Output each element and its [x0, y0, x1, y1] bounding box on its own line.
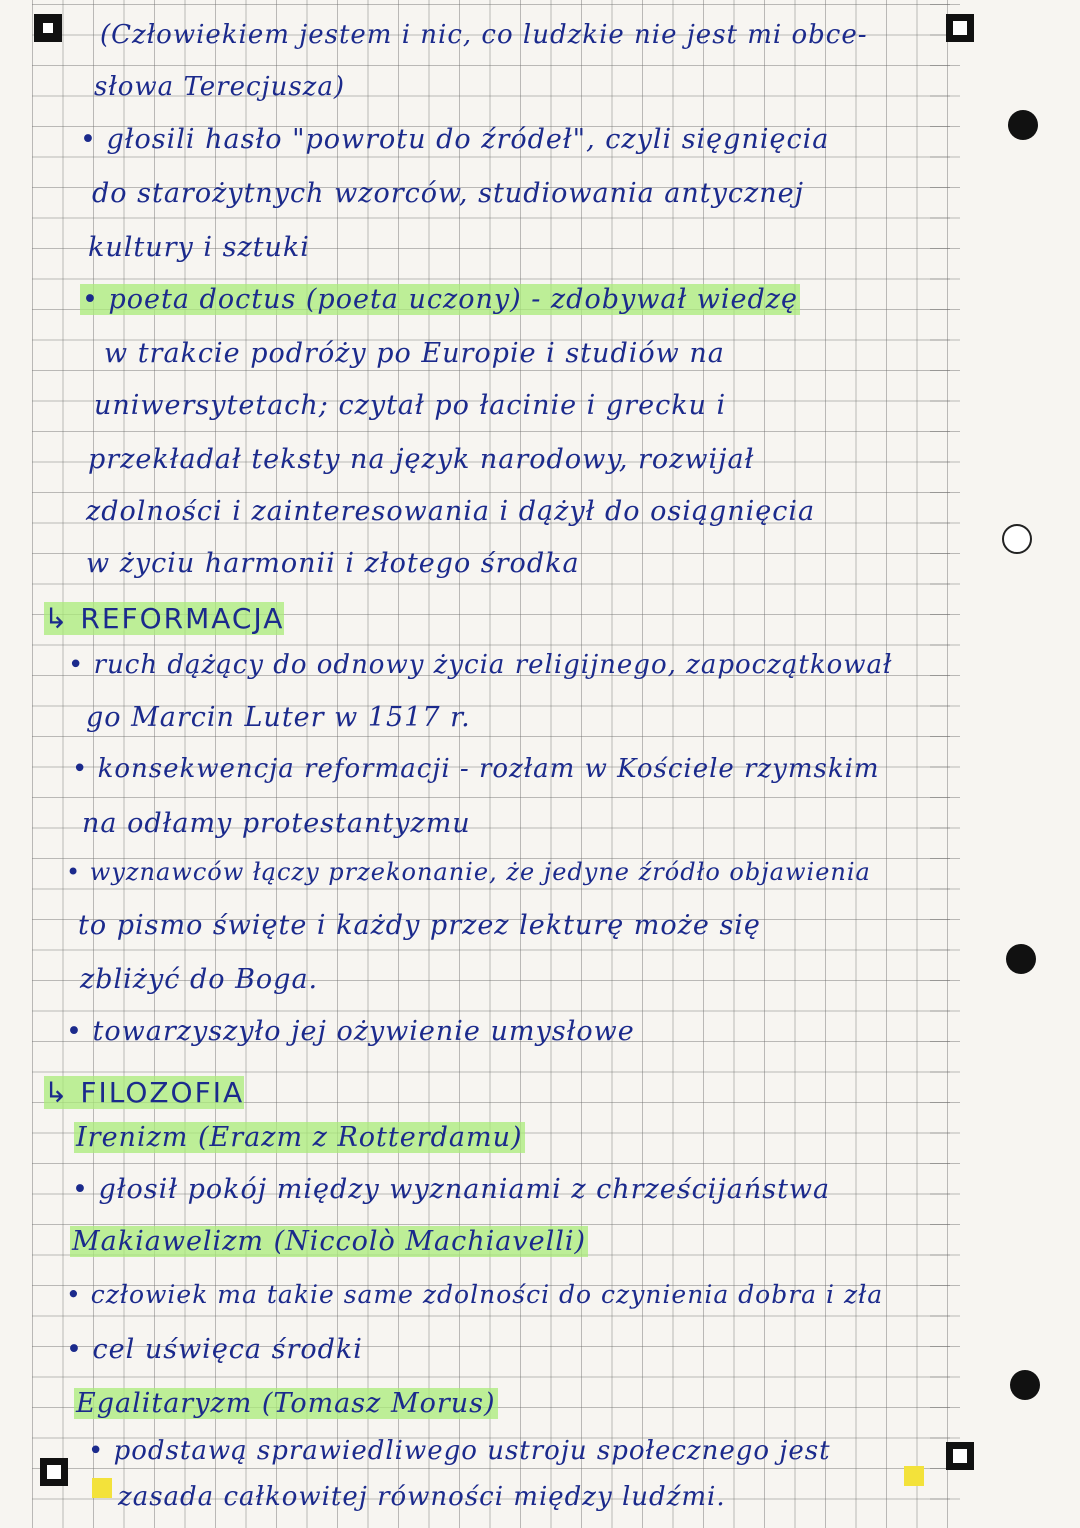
note-line: w życiu harmonii i złotego środka: [86, 548, 580, 579]
note-line: • podstawą sprawiedliwego ustroju społecznego jest: [88, 1436, 831, 1466]
note-line: uniwersytetach; czytał po łacinie i grecku i: [94, 390, 727, 421]
note-line-highlighted: [80, 284, 800, 315]
note-line: kultury i sztuki: [88, 232, 310, 263]
note-line-highlighted: [74, 1122, 525, 1153]
section-heading-reformacja: ↳ REFORMACJA: [44, 602, 285, 635]
note-line: zdolności i zainteresowania i dążył do osiągnięcia: [86, 496, 816, 527]
note-line: słowa Terecjusza): [94, 72, 346, 102]
note-line: przekładał teksty na język narodowy, rozwijał: [88, 444, 755, 475]
note-line: • konsekwencja reformacji - rozłam w Kościele rzymskim: [72, 754, 880, 784]
note-line: (Człowiekiem jestem i nic, co ludzkie nie jest mi obce-: [100, 20, 868, 50]
note-line: • człowiek ma takie same zdolności do czynienia dobra i zła: [66, 1280, 884, 1309]
highlight: Egalitaryzm (Tomasz Morus): [76, 1388, 496, 1419]
note-line: • ruch dążący do odnowy życia religijnego, zapoczątkował: [68, 650, 893, 680]
highlight: • poeta doctus (poeta uczony) - zdobywał wiedzę: [82, 284, 798, 315]
note-line: w trakcie podróży po Europie i studiów na: [104, 338, 725, 369]
highlight: Makiawelizm (Niccolò Machiavelli): [72, 1226, 587, 1257]
note-line: • głosili hasło "powrotu do źródeł", czyli sięgnięcia: [80, 124, 830, 155]
note-line-highlighted: [74, 1388, 498, 1419]
note-line: • głosił pokój między wyznaniami z chrześcijaństwa: [72, 1174, 831, 1205]
note-line-highlighted: [70, 1226, 588, 1257]
note-line: • cel uświęca środki: [66, 1334, 363, 1365]
note-line: do starożytnych wzorców, studiowania antycznej: [92, 178, 804, 209]
note-line: zbliżyć do Boga.: [80, 964, 319, 995]
section-heading-filozofia: ↳ FILOZOFIA: [44, 1076, 245, 1109]
highlight: Irenizm (Erazm z Rotterdamu): [76, 1122, 523, 1153]
note-line: na odłamy protestantyzmu: [82, 808, 471, 839]
note-line: go Marcin Luter w 1517 r.: [86, 702, 471, 733]
note-line: zasada całkowitej równości między ludźmi.: [118, 1482, 726, 1512]
note-line: to pismo święte i każdy przez lekturę może się: [78, 910, 761, 941]
note-line: • wyznawców łączy przekonanie, że jedyne źródło objawienia: [66, 858, 871, 886]
note-line: • towarzyszyło jej ożywienie umysłowe: [66, 1016, 635, 1047]
